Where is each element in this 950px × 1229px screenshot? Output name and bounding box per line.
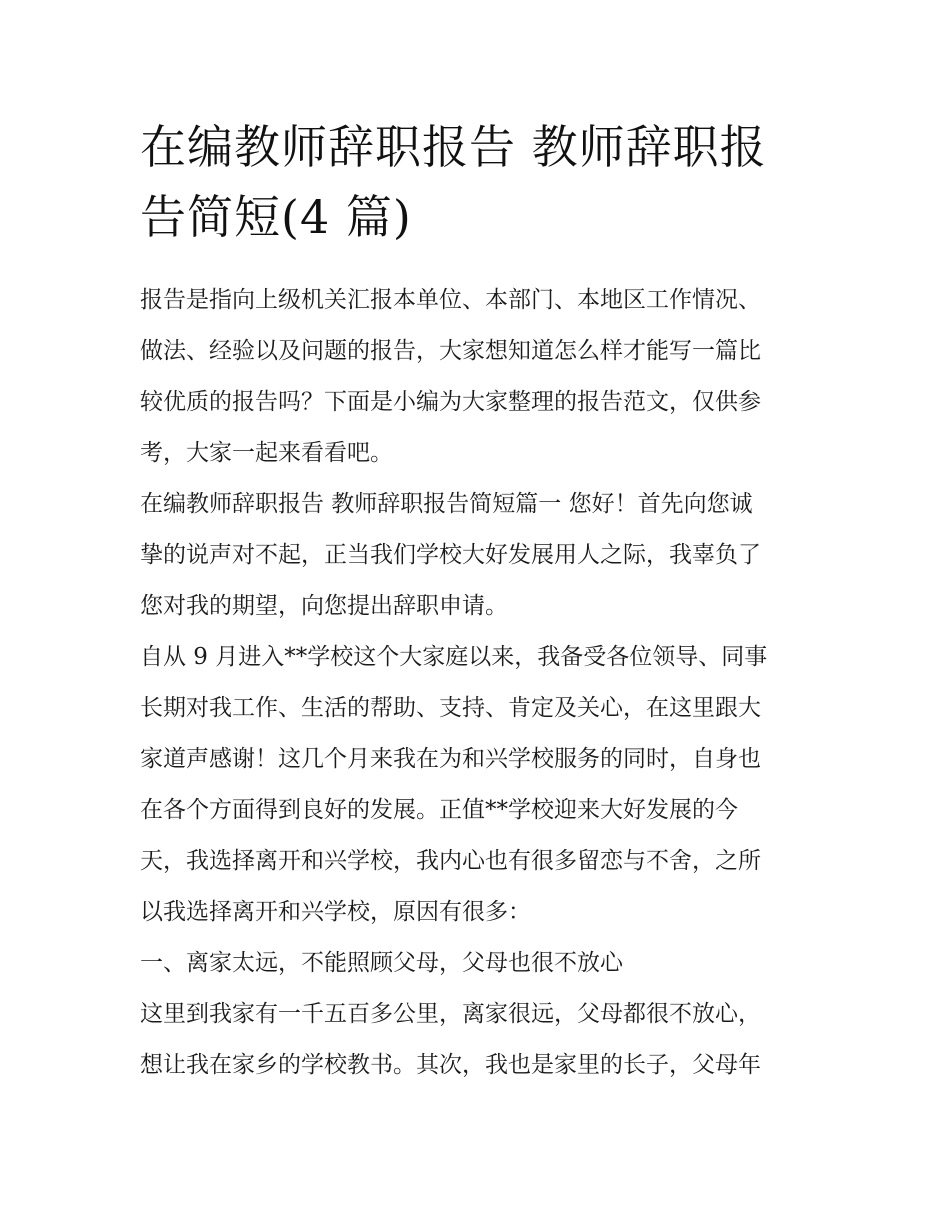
paragraph-greeting xyxy=(140,479,816,632)
text-line: 家道声感谢！这几个月来我在为和兴学校服务的同时，自身也 xyxy=(140,746,761,772)
text-line: 以我选择离开和兴学校，原因有很多： xyxy=(140,899,531,925)
text-line: 一、离家太远，不能照顾父母，父母也很不放心 xyxy=(140,950,623,976)
text-line: 长期对我工作、生活的帮助、支持、肯定及关心，在这里跟大 xyxy=(140,695,761,721)
text-line: 在编教师辞职报告 教师辞职报告简短篇一 您好！首先向您诚 xyxy=(140,491,753,517)
document-body xyxy=(140,275,816,1091)
text-line: 挚的说声对不起，正当我们学校大好发展用人之际，我辜负了 xyxy=(140,542,761,568)
text-line: 想让我在家乡的学校教书。其次，我也是家里的长子，父母年 xyxy=(140,1052,761,1078)
paragraph-thanks xyxy=(140,632,816,938)
text-line: 天，我选择离开和兴学校，我内心也有很多留恋与不舍，之所 xyxy=(140,848,761,874)
title-line: 告简短(4 篇) xyxy=(140,190,412,244)
text-line: 较优质的报告吗？下面是小编为大家整理的报告范文，仅供参 xyxy=(140,389,761,415)
text-line: 您对我的期望，向您提出辞职申请。 xyxy=(140,593,508,619)
text-line: 做法、经验以及问题的报告，大家想知道怎么样才能写一篇比 xyxy=(140,338,761,364)
document-title xyxy=(140,112,820,252)
text-line: 考，大家一起来看看吧。 xyxy=(140,440,393,466)
text-line: 自从 9 月进入**学校这个大家庭以来，我备受各位领导、同事 xyxy=(140,644,768,670)
text-line: 在各个方面得到良好的发展。正值**学校迎来大好发展的今 xyxy=(140,797,738,823)
text-line: 报告是指向上级机关汇报本单位、本部门、本地区工作情况、 xyxy=(140,287,761,313)
paragraph-reason-heading xyxy=(140,938,816,989)
paragraph-intro xyxy=(140,275,816,479)
title-line: 在编教师辞职报告 教师辞职报 xyxy=(140,120,767,174)
text-line: 这里到我家有一千五百多公里，离家很远，父母都很不放心， xyxy=(140,1001,761,1027)
paragraph-reason-detail xyxy=(140,989,816,1091)
